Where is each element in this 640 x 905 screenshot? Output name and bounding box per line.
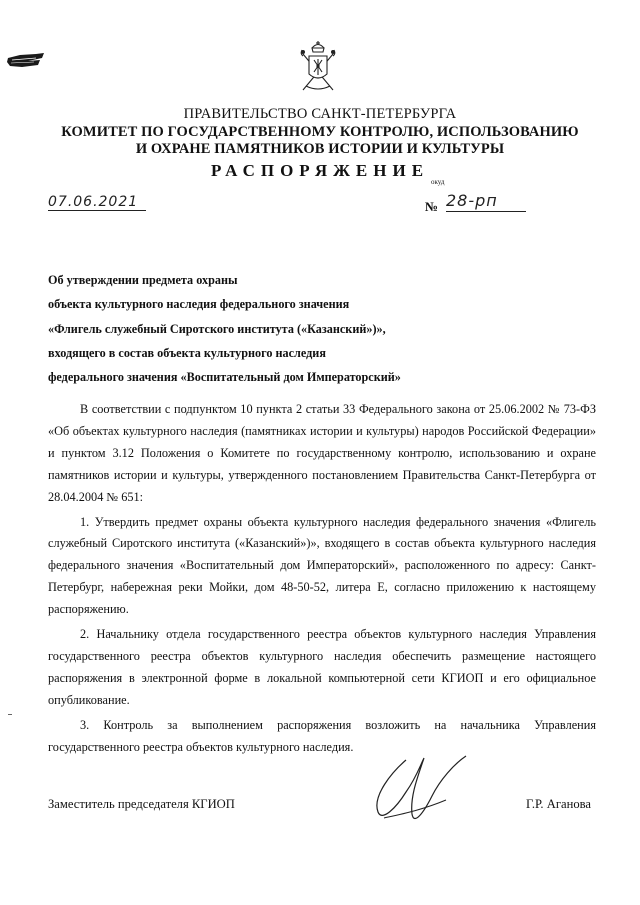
government-name: ПРАВИТЕЛЬСТВО САНКТ-ПЕТЕРБУРГА — [183, 106, 457, 122]
margin-mark — [8, 714, 12, 715]
document-number: 28-рп — [446, 191, 526, 212]
document-body — [48, 399, 596, 759]
okud-label: окуд — [431, 178, 445, 186]
committee-name-line1: КОМИТЕТ ПО ГОСУДАРСТВЕННОМУ КОНТРОЛЮ, ИСПОЛЬЗОВАНИЮ — [61, 124, 579, 140]
committee-name-line2: И ОХРАНЕ ПАМЯТНИКОВ ИСТОРИИ И КУЛЬТУРЫ — [135, 141, 505, 157]
item-2-paragraph: 2. Начальнику отдела государственного реестра объектов культурного наследия Управления государственного реестра объектов культурного наследия обеспечить размещение настоящего распоряжения в электронной форме в локальной компьютерной сети КГИОП и его официальное опубликование. — [48, 627, 596, 707]
preamble-paragraph: В соответствии с подпунктом 10 пункта 2 статьи 33 Федерального закона от 25.06.2002 № 73-ФЗ «Об объектах культурного наследия (памятниках истории и культуры) народов Российской Федерации» и пунктом 3.12 Положения о Комитете по государственному контролю, использованию и охране памятников истории и культуры, утвержденного постановлением Правительства Санкт-Петербурга от 28.04.2004 № 651: — [48, 402, 596, 504]
signatory-title: Заместитель председателя КГИОП — [48, 797, 235, 811]
subject-line: входящего в состав объекта культурного наследия — [48, 345, 326, 360]
number-sign: № — [425, 199, 439, 214]
handwritten-signature — [362, 752, 474, 828]
document-subject — [48, 268, 401, 389]
committee-name — [0, 124, 640, 158]
coat-of-arms-emblem — [298, 40, 338, 96]
subject-line: Об утверждении предмета охраны — [48, 273, 238, 287]
item-1-paragraph: 1. Утвердить предмет охраны объекта культурного наследия федерального значения «Флигель служебный Сиротского института («Казанский»)», входящего в состав объекта культурного наследия федерального значения «Воспитательный дом Императорский», расположенного по адресу: Санкт-Петербург, набережная реки Мойки, дом 48-50-52, литера Е, согласно приложению к настоящему распоряжению. — [48, 514, 596, 617]
subject-line: федерального значения «Воспитательный дом Императорский» — [48, 370, 401, 385]
item-3-paragraph: 3. Контроль за выполнением распоряжения возложить на начальника Управления государственного реестра объектов культурного наследия. — [48, 717, 596, 754]
subject-line: объекта культурного наследия федерального значения — [48, 297, 350, 312]
subject-line: «Флигель служебный Сиротского института («Казанский»)», — [48, 321, 386, 336]
signatory-name: Г.Р. Аганова — [526, 797, 591, 811]
ink-smudge — [6, 52, 46, 68]
document-date: 07.06.2021 — [48, 194, 146, 211]
document-type-heading: РАСПОРЯЖЕНИЕ — [210, 161, 430, 180]
